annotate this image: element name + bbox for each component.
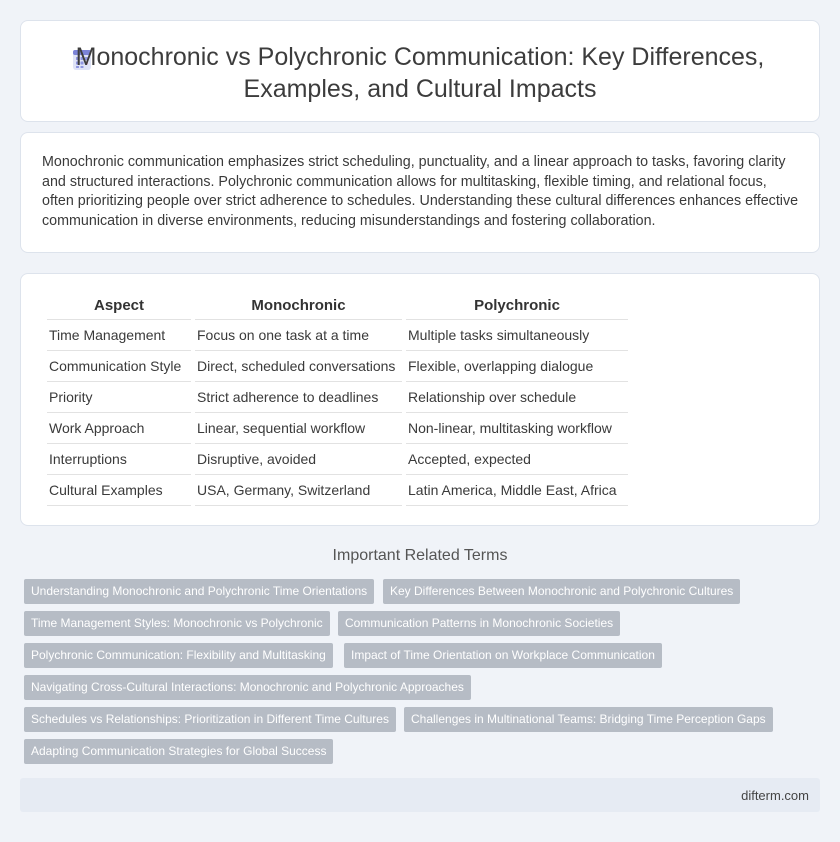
table-row <box>47 444 628 475</box>
related-term-link[interactable]: Key Differences Between Monochronic and Polychronic Cultures <box>383 579 740 604</box>
related-term-link[interactable]: Impact of Time Orientation on Workplace Communication <box>344 643 662 668</box>
table-row <box>47 320 628 351</box>
table-cell: Flexible, overlapping dialogue <box>406 351 628 382</box>
table-cell: Multiple tasks simultaneously <box>406 320 628 351</box>
related-term-link[interactable]: Communication Patterns in Monochronic Societies <box>338 611 620 636</box>
intro-card <box>20 132 820 253</box>
related-term-link[interactable]: Navigating Cross-Cultural Interactions: Monochronic and Polychronic Approaches <box>24 675 471 700</box>
related-term-link[interactable]: Time Management Styles: Monochronic vs Polychronic <box>24 611 330 636</box>
table-cell: Priority <box>47 382 191 413</box>
table-cell: Accepted, expected <box>406 444 628 475</box>
table-cell: USA, Germany, Switzerland <box>195 475 402 506</box>
header-card <box>20 20 820 122</box>
related-term-link[interactable]: Challenges in Multinational Teams: Bridging Time Perception Gaps <box>404 707 773 732</box>
table-cell: Latin America, Middle East, Africa <box>406 475 628 506</box>
related-term-link[interactable]: Adapting Communication Strategies for Global Success <box>24 739 333 764</box>
footer <box>20 778 820 812</box>
related-term-link[interactable]: Polychronic Communication: Flexibility and Multitasking <box>24 643 333 668</box>
header-aspect: Aspect <box>47 292 191 320</box>
table-cell: Communication Style <box>47 351 191 382</box>
table-cell: Focus on one task at a time <box>195 320 402 351</box>
footer-site-name[interactable]: difterm.com <box>741 788 809 803</box>
table-cell: Time Management <box>47 320 191 351</box>
table-cell: Linear, sequential workflow <box>195 413 402 444</box>
table-cell: Cultural Examples <box>47 475 191 506</box>
page-title-line-2: Examples, and Cultural Impacts <box>243 75 597 103</box>
page-title-line-1: Monochronic vs Polychronic Communication: Key Differences, <box>75 43 765 71</box>
header-monochronic: Monochronic <box>195 292 402 320</box>
table-cell: Direct, scheduled conversations <box>195 351 402 382</box>
table-cell: Relationship over schedule <box>406 382 628 413</box>
related-term-link[interactable]: Understanding Monochronic and Polychronic Time Orientations <box>24 579 374 604</box>
comparison-card <box>20 273 820 526</box>
header-polychronic: Polychronic <box>406 292 628 320</box>
table-header-row <box>47 292 628 320</box>
related-term-link[interactable]: Schedules vs Relationships: Prioritization in Different Time Cultures <box>24 707 396 732</box>
table-row <box>47 351 628 382</box>
table-row <box>47 413 628 444</box>
table-cell: Strict adherence to deadlines <box>195 382 402 413</box>
intro-paragraph: Monochronic communication emphasizes strict scheduling, punctuality, and a linear approach to tasks, favoring clarity and structured interactions. Polychronic communication allows for multitasking, flexible timing, and relational focus, often prioritizing people over strict adherence to schedules. Understanding these cultural differences enhances effective communication in diverse environments, reducing misunderstandings and fostering collaboration. <box>42 154 799 229</box>
table-cell: Interruptions <box>47 444 191 475</box>
table-row <box>47 382 628 413</box>
table-cell: Non-linear, multitasking workflow <box>406 413 628 444</box>
page-title <box>21 41 819 105</box>
comparison-table <box>43 292 632 506</box>
table-row <box>47 475 628 506</box>
table-cell: Work Approach <box>47 413 191 444</box>
table-cell: Disruptive, avoided <box>195 444 402 475</box>
related-terms-heading: Important Related Terms <box>332 547 508 564</box>
